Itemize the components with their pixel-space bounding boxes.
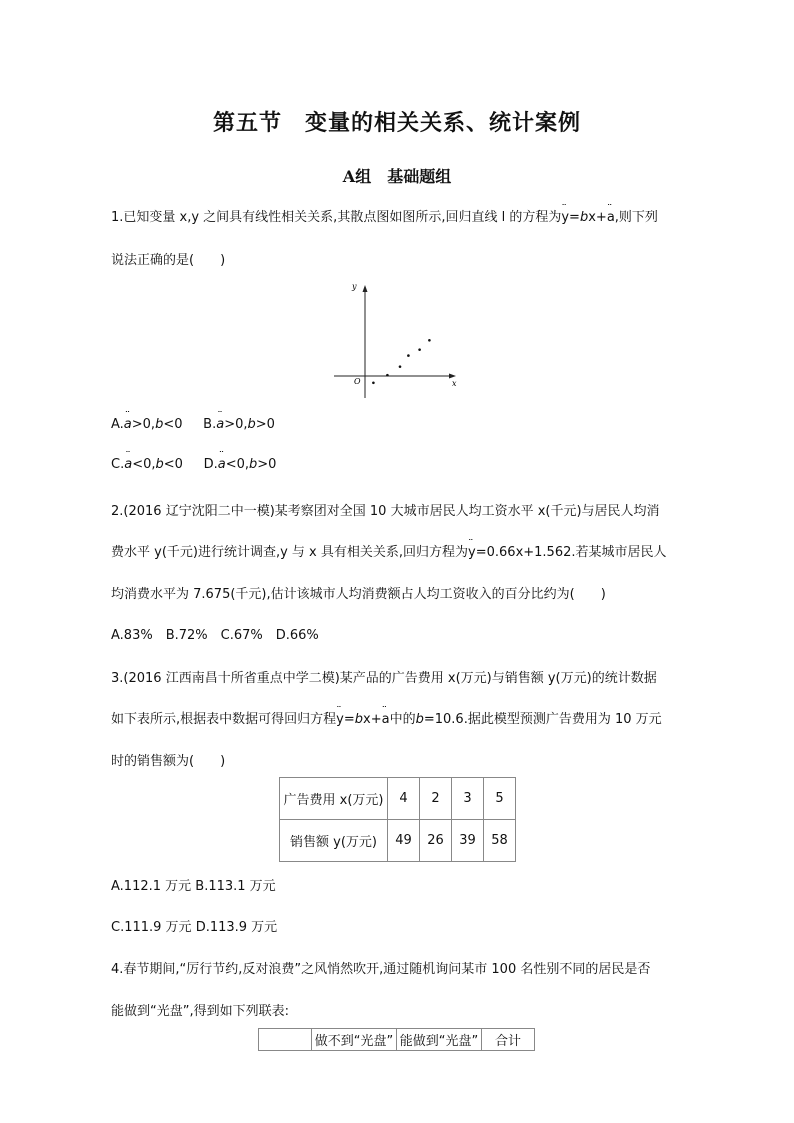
table-cell: 做不到“光盘” <box>312 1029 397 1051</box>
table-cell: 26 <box>420 820 452 862</box>
q4-line1: 4.春节期间,“厉行节约,反对浪费”之风悄然吹开,通过随机询问某市 100 名性别不同的居民是否 <box>111 962 651 977</box>
table-cell: 58 <box>484 820 516 862</box>
table-cell: 销售额 y(万元) <box>280 820 388 862</box>
table-cell: 广告费用 x(万元) <box>280 778 388 820</box>
table-row <box>259 1029 535 1051</box>
scatter-point <box>386 374 389 377</box>
table-cell: 3 <box>452 778 484 820</box>
table-cell: 4 <box>388 778 420 820</box>
q1-options-ab: A.¨ a>0,b<0 B.¨ a>0,b>0 <box>111 417 275 432</box>
q3-line3: 时的销售额为( ) <box>111 754 226 769</box>
origin-label: O <box>354 377 361 386</box>
q2-options: A.83% B.72% C.67% D.66% <box>111 628 319 643</box>
table-row <box>280 778 516 820</box>
table-cell: 能做到“光盘” <box>397 1029 482 1051</box>
x-axis-arrow <box>449 374 456 379</box>
table-cell: 5 <box>484 778 516 820</box>
q2-line2: 费水平 y(千元)进行统计调查,y 与 x 具有相关关系,回归方程为¨ y=0.66x+1.562.若某城市居民人 <box>111 541 667 560</box>
table-cell: 合计 <box>482 1029 535 1051</box>
table-cell: 2 <box>420 778 452 820</box>
scatter-points <box>372 339 431 384</box>
scatter-point <box>418 348 421 351</box>
scatter-plot <box>330 280 462 402</box>
q3-options-ab: A.112.1 万元 B.113.1 万元 <box>111 879 276 894</box>
y-axis-arrow <box>363 285 368 292</box>
scatter-point <box>399 365 402 368</box>
x-axis-label: x <box>452 379 457 388</box>
q3-options-cd: C.111.9 万元 D.113.9 万元 <box>111 920 278 935</box>
q2-line1: 2.(2016 辽宁沈阳二中一模)某考察团对全国 10 大城市居民人均工资水平 x(千元)与居民人均消 <box>111 504 660 519</box>
scatter-point <box>428 339 431 342</box>
q3-data-table <box>279 777 516 862</box>
q3-line1: 3.(2016 江西南昌十所省重点中学二模)某产品的广告费用 x(万元)与销售额 y(万元)的统计数据 <box>111 671 657 686</box>
q2-line3: 均消费水平为 7.675(千元),估计该城市人均消费额占人均工资收入的百分比约为( ) <box>111 587 606 602</box>
q4-line2: 能做到“光盘”,得到如下列联表: <box>111 1004 289 1019</box>
table-cell: 39 <box>452 820 484 862</box>
table-row <box>280 820 516 862</box>
y-axis-label: y <box>352 282 357 291</box>
q1-line1: 1.已知变量 x,y 之间具有线性相关关系,其散点图如图所示,回归直线 l 的方程为¨ y=bx+¨ a,则下列 <box>111 206 658 225</box>
section-subtitle: A组 基础题组 <box>342 167 452 186</box>
q1-line2: 说法正确的是( ) <box>111 253 226 268</box>
q3-line2: 如下表所示,根据表中数据可得回归方程¨ y=bx+¨ a中的b=10.6.据此模型预测广告费用为 10 万元 <box>111 708 662 727</box>
q4-contingency-table <box>258 1028 535 1051</box>
q1-options-cd: C.¨ a<0,b<0 D.¨ a<0,b>0 <box>111 457 276 472</box>
table-cell <box>259 1029 312 1051</box>
scatter-point <box>407 354 410 357</box>
table-cell: 49 <box>388 820 420 862</box>
page-title: 第五节 变量的相关关系、统计案例 <box>212 110 581 136</box>
scatter-point <box>372 382 375 385</box>
